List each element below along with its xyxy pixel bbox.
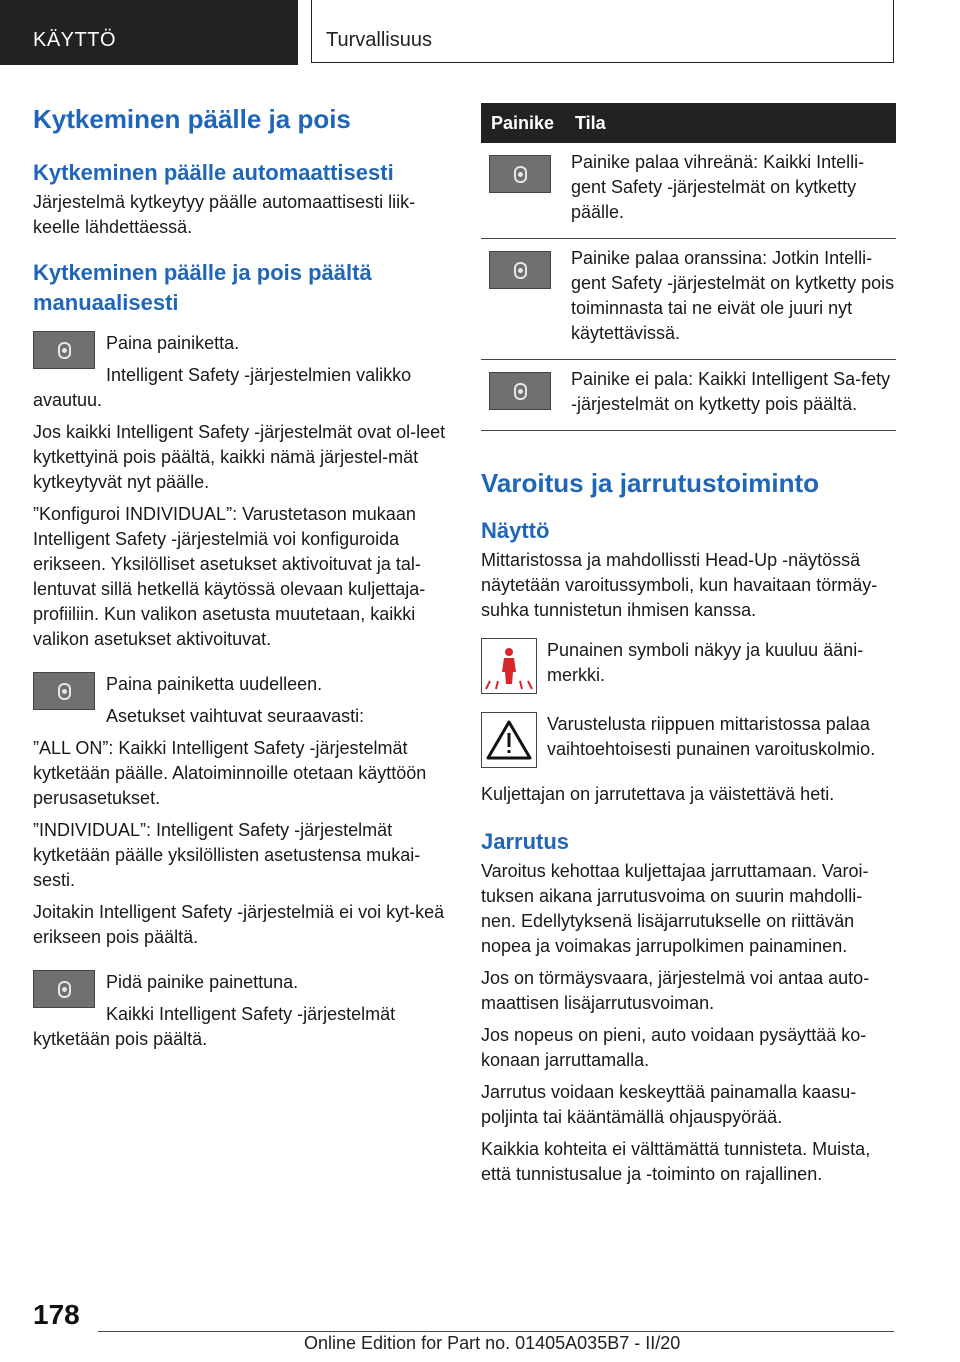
heading-manual-on-off: Kytkeminen päälle ja pois päältä manuaalisesti <box>33 260 372 315</box>
safety-button-off-icon <box>489 372 551 410</box>
text-auto-on: Järjestelmä kytkeytyy päälle automaattisesti liik-keelle lähdettäessä. <box>33 192 416 237</box>
text-all-off: Jos kaikki Intelligent Safety -järjestelmät ovat ol-leet kytkettyinä pois päältä, kaikki nämä järjestel-mät kytkeytyvät nyt päälle. <box>33 422 446 492</box>
header-section-tab <box>0 0 298 65</box>
text-configure-individual: ”Konfiguroi INDIVIDUAL”: Varustetason mukaan Intelligent Safety -järjestelmiä voi konfiguroida erikseen. Yksilölliset asetukset aktivoituvat ja tal-lentuvat sillä hetkellä käytössä olevaan kuljettaja-profiiliin. Kun valikon asetusta muutetaan, kaikki valikon asetukset aktivoituvat. <box>33 504 426 649</box>
step3-text: Pidä painike painettuna. <box>106 972 299 992</box>
button-status-table <box>481 103 896 431</box>
safety-button-green-icon <box>489 155 551 193</box>
step2-text: Paina painiketta uudelleen. <box>106 674 323 694</box>
warning-triangle-icon <box>481 712 537 768</box>
step-hold-button <box>33 970 448 995</box>
column-header-state: Tila <box>569 103 896 143</box>
text-some-not-individually: Joitakin Intelligent Safety -järjestelmiä ei voi kyt-keä erikseen pois päältä. <box>33 902 445 947</box>
red-symbol-row <box>481 638 896 694</box>
text-brake-5: Kaikkia kohteita ei välttämättä tunnisteta. Muista, että tunnistusalue ja -toiminto on rajallinen. <box>481 1139 871 1184</box>
header-chapter-box <box>311 0 894 63</box>
text-red-symbol: Punainen symboli näkyy ja kuuluu ääni-merkki. <box>547 640 864 685</box>
right-column <box>481 464 896 1187</box>
safety-button-orange-icon <box>489 251 551 289</box>
step-press-again <box>33 672 448 697</box>
step3-result: Kaikki Intelligent Safety -järjestelmät kytketään pois päältä. <box>33 1004 396 1049</box>
left-column <box>33 100 448 1052</box>
text-all-on: ”ALL ON”: Kaikki Intelligent Safety -järjestelmät kytketään päälle. Alatoiminnoille otetaan käyttöön perusasetukset. <box>33 738 427 808</box>
state-orange-text: Painike palaa oranssina: Jotkin Intelli-gent Safety -järjestelmät on kytketty pois toiminnasta tai ne eivät ole juuri nyt käytettävissä. <box>569 239 896 360</box>
page-number: 178 <box>33 1299 80 1330</box>
heading-display: Näyttö <box>481 518 550 543</box>
text-brake-2: Jos on törmäysvaara, järjestelmä voi antaa auto-maattisen lisäjarrutusvoiman. <box>481 968 870 1013</box>
safety-button-icon <box>33 970 95 1008</box>
heading-auto-on: Kytkeminen päälle automaattisesti <box>33 160 394 185</box>
step1-text: Paina painiketta. <box>106 333 240 353</box>
text-individual: ”INDIVIDUAL”: Intelligent Safety -järjestelmät kytketään päälle yksilöllisten asetustensa mukai-sesti. <box>33 820 421 890</box>
safety-button-icon <box>33 331 95 369</box>
triangle-row <box>481 712 896 768</box>
state-green-text: Painike palaa vihreänä: Kaikki Intelli-gent Safety -järjestelmät on kytketty päälle. <box>569 143 896 239</box>
step-press-button <box>33 331 448 356</box>
text-triangle: Varustelusta riippuen mittaristossa palaa vaihtoehtoisesti punainen varoituskolmio. <box>547 714 876 759</box>
table-row <box>481 360 896 431</box>
column-header-button: Painike <box>481 103 569 143</box>
text-driver-must-brake: Kuljettajan on jarrutettava ja väistettävä heti. <box>481 784 835 804</box>
heading-warning-braking: Varoitus ja jarrutustoiminto <box>481 468 820 498</box>
table-row <box>481 143 896 239</box>
pedestrian-warning-icon <box>481 638 537 694</box>
table-header-row <box>481 103 896 143</box>
text-brake-1: Varoitus kehottaa kuljettajaa jarruttamaan. Varoi-tuksen aikana jarrutusvoima on suurin mahdolli-nen. Edellytyksenä lisäjarrutukselle on riittävän nopea ja voimakas jarrupolkimen painaminen. <box>481 861 869 956</box>
footer-edition: Online Edition for Part no. 01405A035B7 - II/20 <box>304 1333 681 1353</box>
heading-braking: Jarrutus <box>481 829 570 854</box>
header-section-label: KÄYTTÖ <box>33 29 117 51</box>
safety-button-icon <box>33 672 95 710</box>
text-brake-3: Jos nopeus on pieni, auto voidaan pysäyttää ko-konaan jarruttamalla. <box>481 1025 867 1070</box>
footer-divider <box>98 1331 894 1332</box>
text-display: Mittaristossa ja mahdollissti Head-Up -näytössä näytetään varoitussymboli, kun havaitaan törmäy-suhka tunnistetun ihmisen kanssa. <box>481 550 878 620</box>
text-brake-4: Jarrutus voidaan keskeyttää painamalla kaasu-poljinta tai kääntämällä ohjauspyörää. <box>481 1082 857 1127</box>
heading-switch-on-off: Kytkeminen päälle ja pois <box>33 104 351 134</box>
step2-result: Asetukset vaihtuvat seuraavasti: <box>106 706 365 726</box>
header-chapter-label: Turvallisuus <box>326 29 432 51</box>
table-row <box>481 239 896 360</box>
step1-result: Intelligent Safety -järjestelmien valikko avautuu. <box>33 365 412 410</box>
state-off-text: Painike ei pala: Kaikki Intelligent Sa-fety -järjestelmät on kytketty pois päältä. <box>569 360 896 431</box>
